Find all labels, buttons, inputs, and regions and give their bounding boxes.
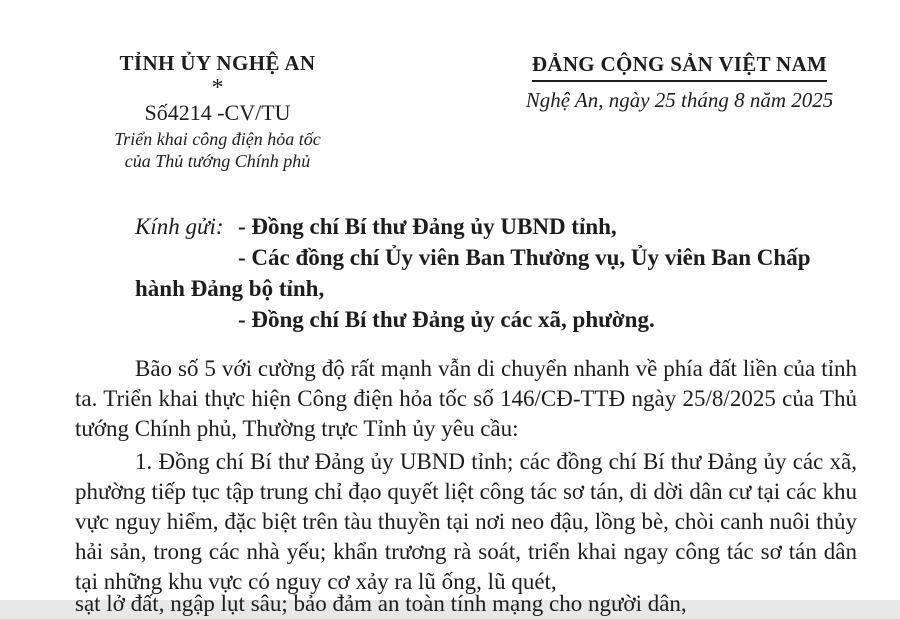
salutation: Kính gửi:: [135, 214, 224, 239]
recipient-line-2-wrap: hành Đảng bộ tỉnh,: [135, 276, 325, 301]
party-name-heading: ĐẢNG CỘNG SẢN VIỆT NAM: [532, 52, 827, 82]
recipient-line-2: - Các đồng chí Ủy viên Ban Thường vụ, Ủy viên Ban Chấp: [238, 245, 811, 270]
document-subject-line-1: Triển khai công điện hỏa tốc: [114, 129, 321, 149]
document-number: Số4214 -CV/TU: [144, 100, 291, 125]
letter-body: [75, 354, 857, 598]
recipient-line-1: [135, 211, 811, 242]
body-paragraph-2: 1. Đồng chí Bí thư Đảng ủy UBND tỉnh; các đồng chí Bí thư Đảng ủy các xã, phường tiếp tục tập trung chỉ đạo quyết liệt công tác sơ tán, di dời dân cư tại các khu vực nguy hiểm, đặc biệt trên tàu thuyền tại nơi neo đậu, lồng bè, chòi canh nuôi thủy hải sản, trong các nhà yếu; khẩn trương rà soát, triển khai ngay công tác sơ tán dân tại những khu vực có nguy cơ xảy ra lũ ống, lũ quét,: [75, 449, 857, 594]
issuer-name: TỈNH ỦY NGHỆ AN: [119, 51, 316, 75]
recipients-block: [135, 211, 811, 335]
place-and-date-line: Nghệ An, ngày 25 tháng 8 năm 2025: [525, 88, 834, 112]
body-clipped-line: sạt lở đất, ngập lụt sâu; bảo đảm an toàn tính mạng cho người dân,: [75, 591, 687, 616]
recipient-item-1: - Đồng chí Bí thư Đảng ủy UBND tỉnh,: [238, 214, 617, 239]
recipient-line-3: - Đồng chí Bí thư Đảng ủy các xã, phường.: [238, 307, 655, 332]
document-subject-line-2: của Thủ tướng Chính phủ: [124, 151, 311, 171]
issuer-block: [60, 50, 375, 172]
national-header-block: [492, 52, 867, 113]
body-paragraph-1: Bão số 5 với cường độ rất mạnh vẫn di chuyển nhanh về phía đất liền của tỉnh ta. Triển khai thực hiện Công điện hỏa tốc số 146/CĐ-TTĐ ngày 25/8/2025 của Thủ tướng Chính phủ, Thường trực Tỉnh ủy yêu cầu:: [75, 356, 857, 441]
separator-star: *: [211, 75, 224, 101]
